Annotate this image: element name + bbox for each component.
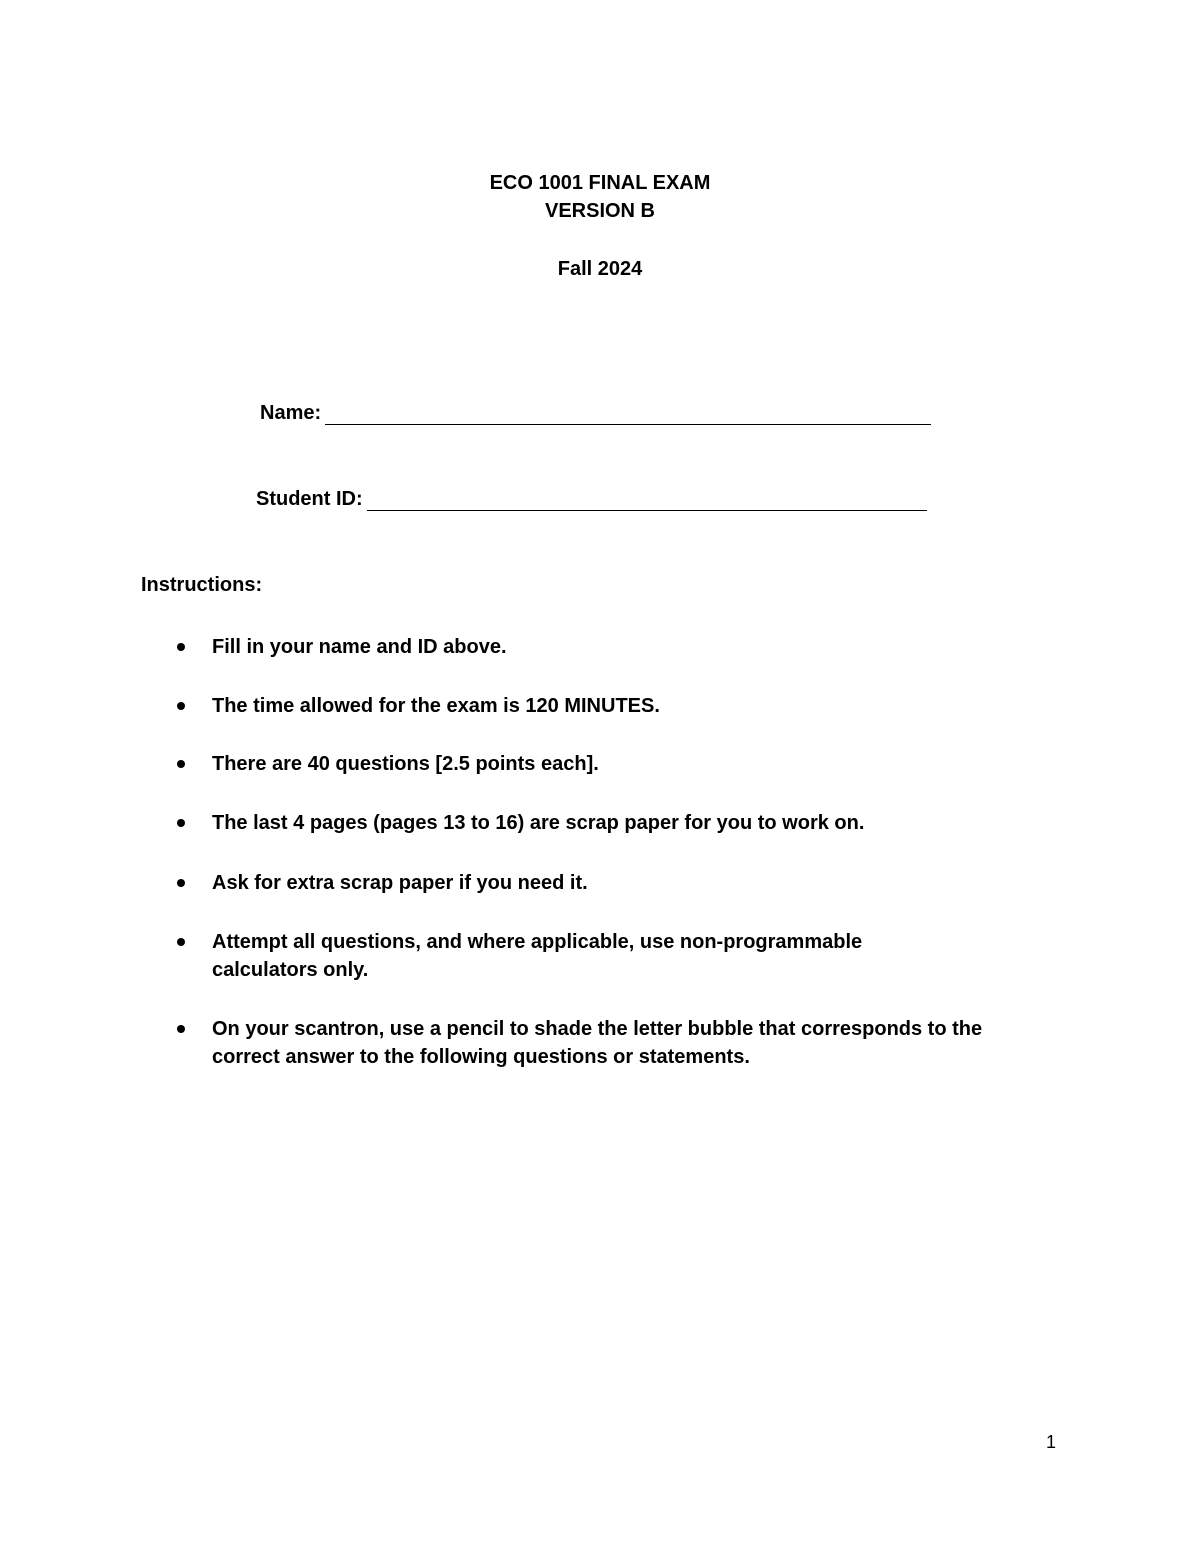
bullet-icon xyxy=(177,702,185,710)
exam-term: Fall 2024 xyxy=(557,258,643,280)
instruction-text: Fill in your name and ID above. xyxy=(212,636,507,658)
name-blank-line xyxy=(325,404,931,425)
bullet-icon xyxy=(177,1025,185,1033)
instruction-text: Ask for extra scrap paper if you need it. xyxy=(212,872,588,894)
instruction-text: The last 4 pages (pages 13 to 16) are scrap paper for you to work on. xyxy=(212,812,865,834)
name-field xyxy=(260,402,931,425)
page-number: 1 xyxy=(1046,1432,1057,1452)
name-label: Name: xyxy=(260,402,322,424)
instruction-text: Attempt all questions, and where applicable, use non-programmable calculators only. xyxy=(212,931,863,981)
bullet-icon xyxy=(177,643,185,651)
exam-title: ECO 1001 FINAL EXAM xyxy=(489,172,711,194)
bullet-icon xyxy=(177,819,185,827)
student-id-field xyxy=(256,488,927,511)
instruction-text: The time allowed for the exam is 120 MINUTES. xyxy=(212,695,660,717)
instructions-heading: Instructions: xyxy=(141,574,263,596)
exam-version: VERSION B xyxy=(544,200,656,222)
bullet-icon xyxy=(177,760,185,768)
instruction-text: There are 40 questions [2.5 points each]. xyxy=(212,753,599,775)
bullet-icon xyxy=(177,879,185,887)
student-id-label: Student ID: xyxy=(256,488,363,510)
bullet-icon xyxy=(177,938,185,946)
instruction-text: On your scantron, use a pencil to shade the letter bubble that corresponds to the correct answer to the following questions or statements. xyxy=(212,1018,983,1068)
student-id-blank-line xyxy=(367,490,927,511)
